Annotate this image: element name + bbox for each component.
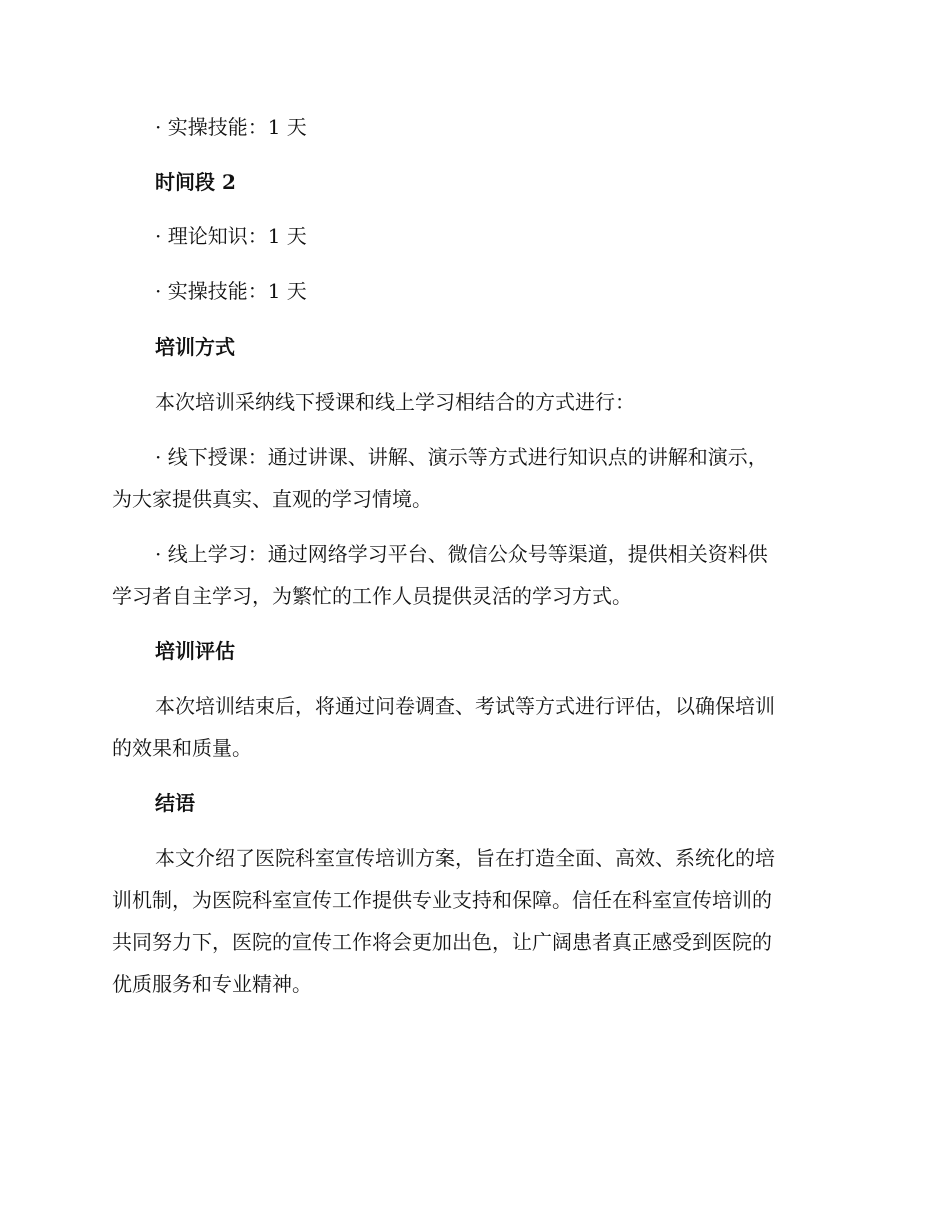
- paragraph-offline-teaching: · 线下授课：通过讲课、讲解、演示等方式进行知识点的讲解和演示，: [155, 445, 768, 469]
- paragraph-conclusion: 本文介绍了医院科室宣传培训方案，旨在打造全面、高效、系统化的培: [155, 846, 775, 870]
- heading-training-evaluation: 培训评估: [155, 639, 235, 663]
- bullet-practical-skills-2: · 实操技能：1 天: [155, 279, 307, 303]
- paragraph-evaluation: 本次培训结束后，将通过问卷调查、考试等方式进行评估，以确保培训: [155, 694, 775, 718]
- bullet-practical-skills-1: · 实操技能：1 天: [155, 115, 307, 139]
- heading-training-method: 培训方式: [155, 335, 235, 359]
- paragraph-online-learning: · 线上学习：通过网络学习平台、微信公众号等渠道，提供相关资料供: [155, 542, 768, 566]
- paragraph-online-learning-cont: 学习者自主学习，为繁忙的工作人员提供灵活的学习方式。: [112, 584, 632, 608]
- paragraph-conclusion-cont-3: 优质服务和专业精神。: [112, 972, 312, 996]
- bullet-theory-knowledge: · 理论知识：1 天: [155, 224, 307, 248]
- paragraph-evaluation-cont: 的效果和质量。: [112, 736, 252, 760]
- paragraph-conclusion-cont-1: 训机制，为医院科室宣传工作提供专业支持和保障。信任在科室宣传培训的: [112, 888, 772, 912]
- paragraph-training-method-intro: 本次培训采纳线下授课和线上学习相结合的方式进行：: [155, 390, 635, 414]
- paragraph-conclusion-cont-2: 共同努力下，医院的宣传工作将会更加出色，让广阔患者真正感受到医院的: [112, 930, 772, 954]
- paragraph-offline-teaching-cont: 为大家提供真实、直观的学习情境。: [112, 487, 432, 511]
- heading-conclusion: 结语: [155, 791, 195, 815]
- heading-time-period-2: 时间段 2: [155, 170, 236, 194]
